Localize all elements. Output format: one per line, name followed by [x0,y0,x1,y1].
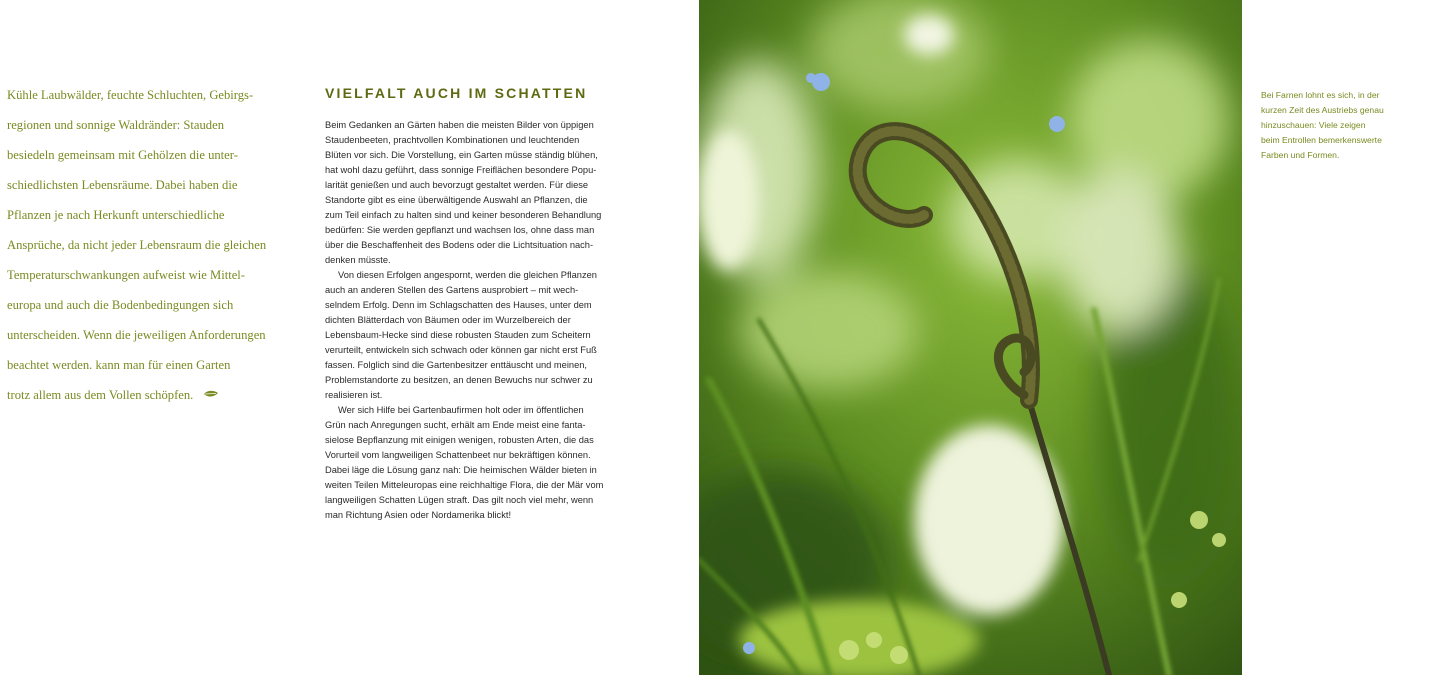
fern-photo-illustration [699,0,1242,675]
body-line: auch an anderen Stellen des Gartens ausprobiert – mit wech- [325,285,579,295]
intro-line: unterscheiden. Wenn die jeweiligen Anforderungen [7,328,266,342]
intro-line-last [7,380,292,411]
body-line: zum Teil einfach zu halten sind und keiner besonderen Behandlung [325,210,602,220]
body-line: Lebensbaum-Hecke sind diese robusten Stauden zum Scheitern [325,330,591,340]
body-line: Blüten vor sich. Die Vorstellung, ein Garten müsse ständig blühen, [325,150,598,160]
body-line: Standorte gibt es eine überwältigende Auswahl an Pflanzen, die [325,195,588,205]
body-line: denken müsste. [325,255,391,265]
leaf-end-mark-icon [203,381,219,411]
caption-line: hinzuschauen: Viele zeigen [1261,120,1366,130]
caption-line: beim Entrollen bemerkenswerte [1261,135,1382,145]
body-line: bedürfen: Sie werden gepflanzt und wachsen los, ohne dass man [325,225,595,235]
body-line: Beim Gedanken an Gärten haben die meisten Bilder von üppigen [325,120,594,130]
photo-caption [1261,88,1431,163]
body-line: realisieren ist. [325,390,383,400]
caption-line: kurzen Zeit des Austriebs genau [1261,105,1384,115]
body-line: über die Beschaffenheit des Bodens oder die Lichtsituation nach- [325,240,594,250]
body-line: weiten Teilen Mitteleuropas eine reichhaltige Flora, die der Mär vom [325,480,604,490]
intro-line-text: trotz allem aus dem Vollen schöpfen. [7,388,194,402]
body-line-indented: Wer sich Hilfe bei Gartenbaufirmen holt oder im öffentlichen [338,405,584,415]
body-line: Problemstandorte zu besitzen, an denen Bewuchs nur schwer zu [325,375,593,385]
body-line: Vorurteil vom langweiligen Schattenbeet nur bekräftigen können. [325,450,591,460]
body-line: dichten Blätterdach von Bäumen oder im Wurzelbereich der [325,315,571,325]
body-line: man Richtung Asien oder Nordamerika blickt! [325,510,512,520]
body-text [325,118,615,523]
intro-line: Pflanzen je nach Herkunft unterschiedliche [7,208,225,222]
intro-line: Temperaturschwankungen aufweist wie Mittel- [7,268,245,282]
body-line: hat wohl dazu geführt, dass sonnige Freiflächen besondere Popu- [325,165,597,175]
intro-paragraph [7,80,292,411]
intro-line: regionen und sonnige Waldränder: Stauden [7,118,224,132]
intro-line: Ansprüche, da nicht jeder Lebensraum die gleichen [7,238,267,252]
section-heading: VIELFALT AUCH IM SCHATTEN [325,85,588,101]
body-line: Dabei läge die Lösung ganz nah: Die heimischen Wälder bieten in [325,465,597,475]
intro-line: Kühle Laubwälder, feuchte Schluchten, Gebirgs- [7,88,254,102]
intro-line: schiedlichsten Lebensräume. Dabei haben die [7,178,238,192]
body-line: sielose Bepflanzung mit einigen wenigen, robusten Arten, die das [325,435,594,445]
body-line: fassen. Folglich sind die Gartenbesitzer enttäuscht und meinen, [325,360,588,370]
body-line: Staudenbeeten, prachtvollen Kombinationen und leuchtenden [325,135,580,145]
body-line: verurteilt, entwickeln sich schwach oder können gar nicht erst Fuß [325,345,597,355]
body-line: Grün nach Anregungen sucht, erhält am Ende meist eine fanta- [325,420,586,430]
fern-photo [699,0,1242,675]
body-line: langweiligen Schatten Lügen straft. Das gilt noch viel mehr, wenn [325,495,594,505]
intro-line: beachtet werden. kann man für einen Garten [7,358,231,372]
caption-line: Bei Farnen lohnt es sich, in der [1261,90,1380,100]
body-line: selndem Erfolg. Denn im Schlagschatten des Hauses, unter dem [325,300,592,310]
intro-line: besiedeln gemeinsam mit Gehölzen die unter- [7,148,238,162]
intro-line: europa und auch die Bodenbedingungen sich [7,298,234,312]
body-line: larität genießen und auch bevorzugt gestaltet werden. Für diese [325,180,589,190]
body-line-indented: Von diesen Erfolgen angespornt, werden die gleichen Pflanzen [338,270,597,280]
caption-line: Farben und Formen. [1261,150,1340,160]
